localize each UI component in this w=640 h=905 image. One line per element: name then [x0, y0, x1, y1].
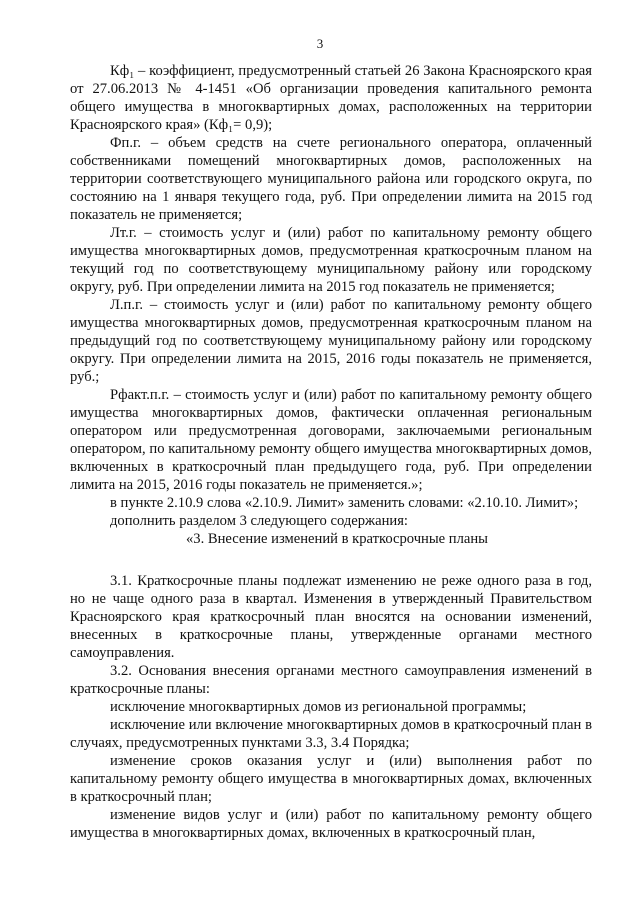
paragraph-ltg-definition: Лт.г. – стоимость услуг и (или) работ по капитальному ремонту общего имущества многоквартирных домов, предусмотренная краткосрочным планом на текущий год по соответствующему муниципальному району или городскому округу, руб. При определении лимита на 2015 год показатель не применяется; [70, 225, 592, 295]
paragraph-kf1-definition: Кф₁ – коэффициент, предусмотренный статьей 26 Закона Красноярского края от 27.06.2013 № 4-1451 «Об организации проведения капитального ремонта общего имущества в многоквартирных домах, расположенных на территории Красноярского края» (Кф₁= 0,9); [70, 63, 592, 133]
paragraph-point-2-10-9: в пункте 2.10.9 слова «2.10.9. Лимит» заменить словами: «2.10.10. Лимит»; [110, 495, 579, 511]
page-number: 3 [316, 36, 324, 51]
paragraph-lpg-definition: Л.п.г. – стоимость услуг и (или) работ по капитальному ремонту общего имущества многоквартирных домов, предусмотренная краткосрочным планом на предыдущий год по соответствующему муниципальному району или городскому округу. При определении лимита на 2015, 2016 годы показатель не применяется, руб.; [70, 297, 592, 385]
list-item-change-terms: изменение сроков оказания услуг и (или) выполнения работ по капитальному ремонту общего имущества в многоквартирных домах, включенных в краткосрочный план; [70, 753, 592, 805]
paragraph-fpg-definition: Фп.г. – объем средств на счете регионального оператора, оплаченный собственниками помещений многоквартирных домов, расположенных на территории соответствующего муниципального района или городского округа, по состоянию на 1 января текущего года, руб. При определении лимита на 2015 год показатель не применяется; [70, 135, 592, 223]
list-item-exclusion-inclusion: исключение или включение многоквартирных домов в краткосрочный план в случаях, предусмотренных пунктами 3.3, 3.4 Порядка; [70, 717, 592, 751]
section-3-heading: «3. Внесение изменений в краткосрочные планы [186, 531, 488, 547]
paragraph-add-section-3: дополнить разделом 3 следующего содержания: [110, 513, 408, 529]
document-body [70, 62, 592, 842]
paragraph-3-1: 3.1. Краткосрочные планы подлежат изменению не реже одного раза в год, но не чаще одного раза в квартал. Изменения в утвержденный Правительством Красноярского края краткосрочный план вносятся на основании изменений, внесенных в краткосрочные планы, утвержденные органами местного самоуправления. [70, 573, 592, 661]
paragraph-rfakt-definition: Рфакт.п.г. – стоимость услуг и (или) работ по капитальному ремонту общего имущества многоквартирных домов, фактически оплаченная региональным оператором или предусмотренная договорами, заключаемыми региональным оператором, по капитальному ремонту общего имущества многоквартирных домов, включенных в краткосрочный план предыдущего года, руб. При определении лимита на 2015, 2016 годы показатель не применяется.»; [70, 387, 592, 493]
list-item-change-types: изменение видов услуг и (или) работ по капитальному ремонту общего имущества в многоквартирных домах, включенных в краткосрочный план, [70, 807, 592, 841]
list-item-exclusion-regional: исключение многоквартирных домов из региональной программы; [110, 699, 527, 715]
paragraph-3-2: 3.2. Основания внесения органами местного самоуправления изменений в краткосрочные планы: [70, 663, 592, 697]
